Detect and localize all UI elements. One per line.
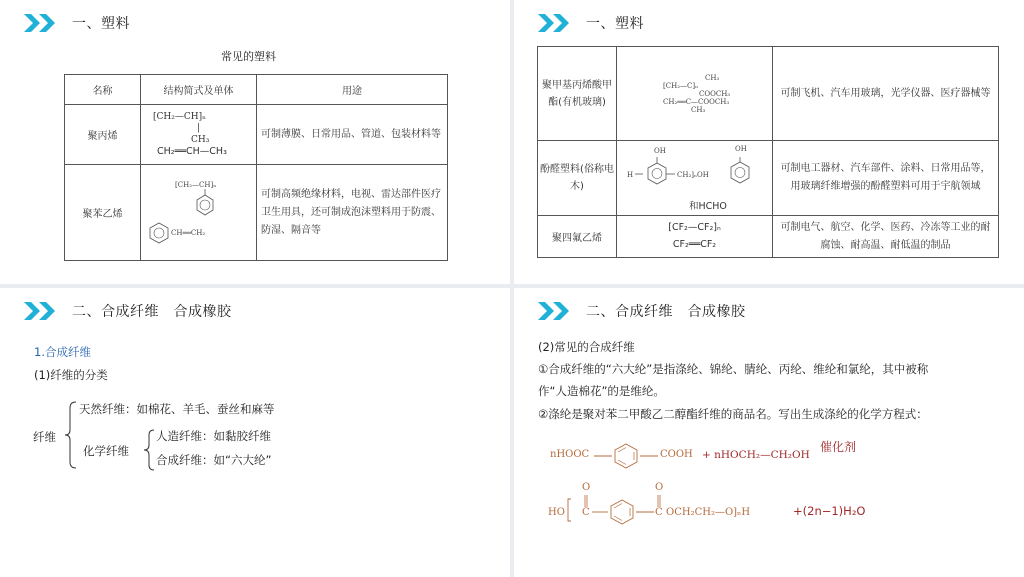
methyl-group: CH₃: [191, 134, 210, 145]
paragraph-line: ②涤纶是聚对苯二甲酸乙二醇酯纤维的商品名。写出生成涤纶的化学方程式：: [538, 407, 928, 421]
monomer-formula: CH₂══CH—CH₃: [157, 145, 227, 157]
carbonyl-carbon: C: [582, 507, 590, 518]
structure-cell: [617, 216, 773, 258]
polymer-formula: [CF₂—CF₂]ₙ: [668, 222, 721, 234]
phenol-ring-icon: [727, 157, 753, 185]
product-tail: OCH₂CH₂—O]ₙH: [666, 507, 751, 518]
use-cell: 可制薄膜、日常用品、管道、包装材料等: [257, 105, 448, 165]
section-heading: (2)常见的合成纤维: [538, 340, 635, 354]
chemical-fiber-label: 化学纤维: [83, 444, 129, 458]
bond-line: |: [197, 123, 201, 134]
catalyst-label: 催化剂: [820, 440, 857, 454]
slide-header: [538, 300, 746, 322]
terephthalic-left: nHOOC: [550, 449, 590, 460]
classification-heading: (1)纤维的分类: [34, 368, 108, 382]
carboxyl-right: COOH: [660, 449, 693, 460]
table-caption: 常见的塑料: [221, 50, 276, 63]
slide-title: 一、塑料: [72, 16, 130, 32]
table-row: [538, 47, 999, 141]
use-cell: 可制飞机、汽车用玻璃，光学仪器、医疗器械等: [773, 47, 999, 141]
polymer-name: 聚丙烯: [65, 105, 141, 165]
slide-synthetic-fiber-1[interactable]: [0, 288, 510, 577]
carbonyl-carbon: C: [655, 507, 663, 518]
phenolic-structure: [621, 143, 768, 213]
product-hydroxyl: HO: [548, 507, 565, 518]
carbonyl-oxygen: O: [655, 482, 664, 493]
monomer-formula: CH══CH₂: [171, 229, 206, 237]
chevron-arrow-icon: [24, 302, 58, 320]
use-cell: 可制电工器材、汽车部件、涂料、日常用品等，用玻璃纤维增强的酚醛塑料可用于宇航领域: [773, 141, 999, 216]
monomer-structure: [147, 222, 250, 244]
polymer-name: 酚醛塑料(俗称电木): [538, 141, 617, 216]
slide-title: 一、塑料: [586, 16, 644, 32]
chevron-arrow-icon: [24, 14, 58, 32]
polymer-tail: CH₂]ₙOH: [677, 171, 709, 179]
water-byproduct: +(2n−1)H₂O: [793, 504, 866, 518]
benzene-ring-icon: [594, 440, 658, 472]
paragraph-line: ①合成纤维的“六大纶”是指涤纶、锦纶、腈纶、丙纶、维纶和氯纶，其中被称: [538, 362, 929, 376]
header-name: 名称: [65, 75, 141, 105]
polymer-formula: [CH₂—CH]ₙ: [153, 112, 206, 123]
use-cell: 可制电气、航空、化学、医药、冷冻等工业的耐腐蚀、耐高温、耐低温的制品: [773, 216, 999, 258]
structure-cell: [141, 105, 257, 165]
ester-group: COOCH₃: [699, 89, 731, 98]
header-structure: 结构简式及单体: [141, 75, 257, 105]
natural-fiber-item: 天然纤维：如棉花、羊毛、蚕丝和麻等: [79, 402, 275, 416]
monomer-formula: CF₂══CF₂: [672, 238, 717, 250]
structure-cell: [141, 165, 257, 261]
slide-plastics-2[interactable]: [514, 0, 1024, 284]
slide-header: [24, 300, 232, 322]
benzene-ring-icon: [633, 157, 677, 193]
header-use: 用途: [257, 75, 448, 105]
section-subtitle: 1.合成纤维: [34, 345, 91, 359]
slide-title: 二、合成纤维 合成橡胶: [72, 304, 232, 320]
table-row: [65, 165, 448, 261]
plastics-table: [64, 74, 448, 261]
slide-header: [24, 12, 130, 34]
ethylene-glycol: + nHOCH₂—CH₂OH: [702, 449, 810, 461]
slide-synthetic-fiber-2[interactable]: [514, 288, 1024, 577]
polymer-formula: [CH₂—CH]ₙ: [175, 181, 217, 189]
polymer-name: 聚甲基丙烯酸甲酯(有机玻璃): [538, 47, 617, 141]
slide-header: [538, 12, 644, 34]
benzene-ring-icon: [147, 222, 171, 244]
polymer-name: 聚苯乙烯: [65, 165, 141, 261]
hydrogen-label: H: [627, 171, 634, 179]
structure-cell: [617, 47, 773, 141]
slide-plastics-1[interactable]: [0, 0, 510, 284]
synthetic-fiber-item: 合成纤维：如“六大纶”: [156, 453, 272, 467]
hydroxyl-label: OH: [735, 145, 747, 153]
tree-root-label: 纤维: [33, 430, 56, 444]
slide-title: 二、合成纤维 合成橡胶: [586, 304, 746, 320]
formaldehyde-label: 和HCHO: [689, 201, 727, 212]
use-cell: 可制高频绝缘材料，电视、雷达部件医疗卫生用具，还可制成泡沫塑料用于防震、防湿、隔音等: [257, 165, 448, 261]
table-header-row: [65, 75, 448, 105]
methyl-group: CH₃: [691, 105, 706, 114]
chevron-arrow-icon: [538, 302, 572, 320]
hydroxyl-label: OH: [654, 147, 666, 155]
plastics-table-continued: [537, 46, 999, 258]
structure-cell: [617, 141, 773, 216]
monomer-formula: CH₂══C—COOCH₃: [663, 97, 730, 106]
polymer-name: 聚四氟乙烯: [538, 216, 617, 258]
chevron-arrow-icon: [538, 14, 572, 32]
benzene-ring-icon: [147, 189, 247, 219]
table-row: [538, 141, 999, 216]
table-row: [538, 216, 999, 258]
carbonyl-oxygen: O: [582, 482, 591, 493]
methyl-group: CH₃: [705, 73, 720, 82]
polymer-formula: [CH₂—C]ₙ: [663, 81, 699, 90]
table-row: [65, 105, 448, 165]
paragraph-line: 作“人造棉花”的是维纶。: [538, 384, 665, 398]
artificial-fiber-item: 人造纤维：如黏胶纤维: [156, 429, 271, 443]
